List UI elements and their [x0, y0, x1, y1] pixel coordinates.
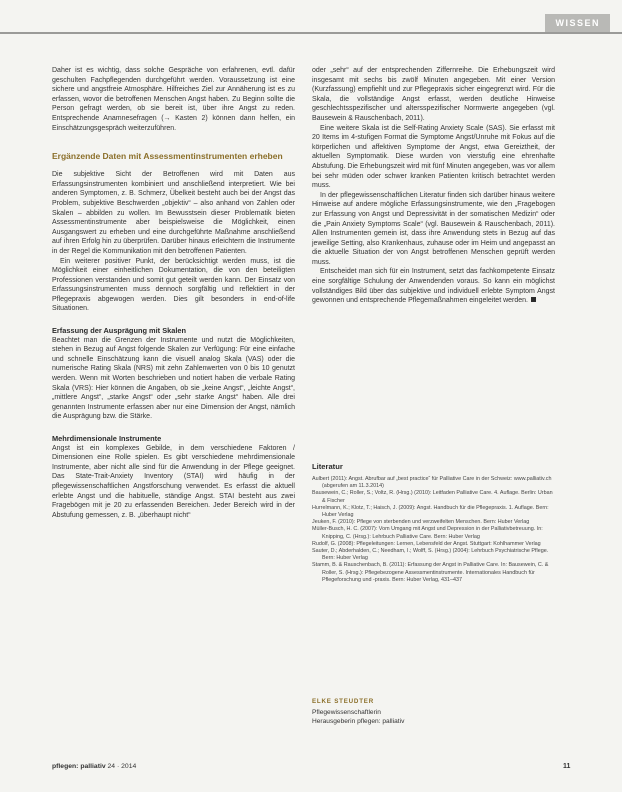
literature-entry: Sauter, D.; Abderhalden, C.; Needham, I.; Wolff, S. (Hrsg.) (2004): Lehrbuch Psychiatrische Pflege. Bern: Huber Verlag [312, 548, 549, 562]
author-affiliation: Herausgeberin pflegen: palliativ [312, 717, 405, 725]
subheading: Mehrdimensionale Instrumente [52, 434, 162, 443]
literature-entry: Rudolf, G. (2008): Pflegeleitungen: Lernen, Lebensfeld der Angst. Stuttgart: Kohlhammer Verlag [312, 540, 541, 547]
author-role: Pflegewissenschaftlerin [312, 709, 381, 716]
journal-name: pflegen: palliativ [52, 763, 106, 770]
body-paragraph: Ein weiterer positiver Punkt, der berücksichtigt werden muss, ist die Möglichkeit einer einheitlichen Dokumentation, die von den beteiligten Professionen verstanden und somit gut geteilt werden kann. Der Einsatz von Erfassungsinstrumenten muss dennoch sorgfältig und reflektiert in der Pflegepraxis abgewogen werden. Dies gilt besonders in end-of-life Situationen. [52, 257, 295, 313]
left-column [52, 66, 295, 520]
body-paragraph: oder „sehr“ auf der entsprechenden Ziffernreihe. Die Erhebungszeit wird insgesamt mit sechs bis zwölf Minuten angegeben. Mit einer Version (Kurzfassung) empfiehlt und zur Pflegepraxis sicher eingegrenzt wird. Für die Skala, die vollständige Angst erfasst, werden deutliche Hinweise geschlechtsspezifischer und altersspezifischer Normwerte angegeben (vgl. Bausewein & Rauschenbach, 2011). [312, 67, 555, 122]
literature-entry: Jeuken, F. (2010): Pflege von sterbenden und verzweifelten Menschen. Bern: Huber Verlag [312, 519, 530, 526]
literature-title: Literatur [312, 462, 343, 471]
body-paragraph: Beachtet man die Grenzen der Instrumente und nutzt die Möglichkeiten, stehen in Bezug auf Angst folgende Skalen zur Verfügung: Für eine einfache und schnelle Einschätzung kann die visuell analog Skala (VAS) oder die numerische Rating Skala (NRS) mit zehn Zahlenwerten von 0 bis 10 genutzt werden. Wenn mit Worten beschrieben und notiert haben die verbale Rating Skala (VRS): Hier können die Angaben, ob sie „keine Angst“, „leichte Angst“, „mittlere Angst“, „starke Angst“ oder „sehr starke Angst“ haben. Alle drei genannten Instrumente erfassen aber nur eine Dimension der Angst, nämlich die Ausprägung bzw. die Stärke. [52, 336, 295, 421]
body-paragraph: Angst ist ein komplexes Gebilde, in dem verschiedene Faktoren / Dimensionen eine Rolle spielen. Es gibt verschiedene mehrdimensionale Instrumente, aber nicht alle sind für die Anwendung in der Pflege geeignet. Das State-Trait-Anxiety Inventory (STAI) wird häufig in der pflegewissenschaftlichen Angstforschung verwendet. Es erfasst die aktuell erlebte Angst und die habituelle, ständige Angst. STAI besteht aus zwei Fragebögen mit je 20 zu erfassenden Bereichen. Jeder Bereich wird in der Abstufung gemessen, z. B. „überhaupt nicht“ [52, 444, 295, 519]
right-column [312, 66, 555, 306]
literature-entry: Stamm, B. & Rauschenbach, B. (2011): Erfassung der Angst in Palliative Care. In: Bausewein, C. & Roller, S. (Hrsg.): Pflegebezogene Assessmentinstrumente. Internationales Handbuch für Pflegeforschung und -praxis. Bern: Huber Verlag, 431–437 [312, 562, 549, 583]
body-paragraph-last [312, 267, 555, 305]
body-paragraph: In der pflegewissenschaftlichen Literatur finden sich darüber hinaus weitere Hinweise auf andere mögliche Erfassungsinstrumente, wie den „Fragebogen zur Erfassung von Angst und Depressivität in der somatischen Medizin“ oder die „Pain Anxiety Symptoms Scale“ (vgl. Bausewein & Rauschenbach, 2011). Allen Instrumenten gemein ist, dass ihre Anwendung stets in Bezug auf das jeweilige Setting, also Krankenhaus, zuhause oder im Heim und angepasst an die aktuelle Situation der von Angst betroffenen Menschen geprüft werden muss. [312, 191, 555, 266]
section-tab: WISSEN [545, 14, 610, 32]
author-name: ELKE STEUDTER [312, 698, 374, 705]
literature-entry: Bausewein, C.; Roller, S.; Voltz, R. (Hrsg.) (2010): Leitfaden Palliative Care. 4. Auflage. Berlin: Urban & Fischer [312, 490, 553, 504]
footer-journal [52, 763, 136, 770]
body-paragraph: Daher ist es wichtig, dass solche Gespräche von erfahrenen, evtl. dafür geschulten Fachpflegenden durchgeführt werden. Voraussetzung ist eine sichere und angstfreie Atmosphäre. Hilfreiches Ziel zur Annäherung ist es zu erfassen, wovor die betroffenen Menschen Angst haben. Zu Beginn sollte die Person gefragt werden, ob sie bereit ist, über ihre Angst zu reden. Entsprechende Anamnesefragen (→ Kasten 2) können dann helfen, ein Einschätzungsgespräch weiterzuführen. [52, 67, 295, 132]
header-rule [0, 14, 622, 34]
literature-entry: Aulbert (2011): Angst. Abrufbar auf „best practice“ für Palliative Care in der Schweiz: www.palliativ.ch (abgerufen am 11.3.2014) [312, 476, 552, 490]
body-paragraph: Eine weitere Skala ist die Self-Rating Anxiety Scale (SAS). Sie erfasst mit 20 Items im 4-stufigen Format die Symptome Angst/Unruhe mit Fokus auf die körperlichen und affektiven Symptome der Angst, etwa Gereiztheit, der aktuellen Symptomatik. Diese wurden von vierstufig eine ehrenhafte Abstufung. Die Erhebungszeit wird mit fünf Minuten angegeben, was vor allem bei sehr müden oder schwer kranken Patienten kritisch betrachtet werden muss. [312, 124, 555, 190]
issue-number: 24 · 2014 [107, 763, 137, 770]
subheading: Erfassung der Ausprägung mit Skalen [52, 326, 187, 336]
author-block [312, 698, 555, 726]
section-heading: Ergänzende Daten mit Assessmentinstrumenten erheben [52, 151, 283, 162]
literature-entry: Müller-Busch, H. C. (2007): Vom Umgang mit Angst und Depression in der Palliativbetreuung. In: Knipping, C. (Hrsg.): Lehrbuch Palliative Care. Bern: Huber Verlag [312, 526, 543, 540]
end-of-article-mark [531, 297, 536, 302]
page-number: 11 [563, 763, 571, 770]
body-paragraph: Die subjektive Sicht der Betroffenen wird mit Daten aus Erfassungsinstrumenten kombiniert und anschließend interpretiert. Wie bei anderen Symptomen, z. B. Schmerz, Übelkeit besteht auch bei der Angst das Problem, subjektive Beschwerden „objektiv“ – also anhand von Zahlen oder Skalen – abbilden zu wollen. Im Bewusstsein dieser Problematik bieten Assessmentinstrumente aber beispielsweise die Möglichkeit, einen Ausgangswert zu erheben und eine durchgeführte Maßnahme anschließend auf ihren Erfolg hin zu überprüfen. Darüber hinaus erleichtern die Instrumente in der Regel die Kommunikation mit den betroffenen Patienten. [52, 171, 295, 255]
literature-entry: Hurrelmann, K.; Klotz, T.; Haisch, J. (2009): Angst. Handbuch für die Pflegepraxis. 1. Auflage. Bern: Huber Verlag [312, 504, 549, 519]
literature-section [312, 462, 555, 584]
closing-text: Entscheidet man sich für ein Instrument, setzt das fachkompetente Einsatz eine sorgfältige Schulung der Anwendenden voraus. So kann ein möglichst vollständiges Bild über das subjektive und individuell erlebte Symptom Angst gewonnen und entsprechende Pflegemaßnahmen eingeleitet werden. [312, 268, 555, 305]
